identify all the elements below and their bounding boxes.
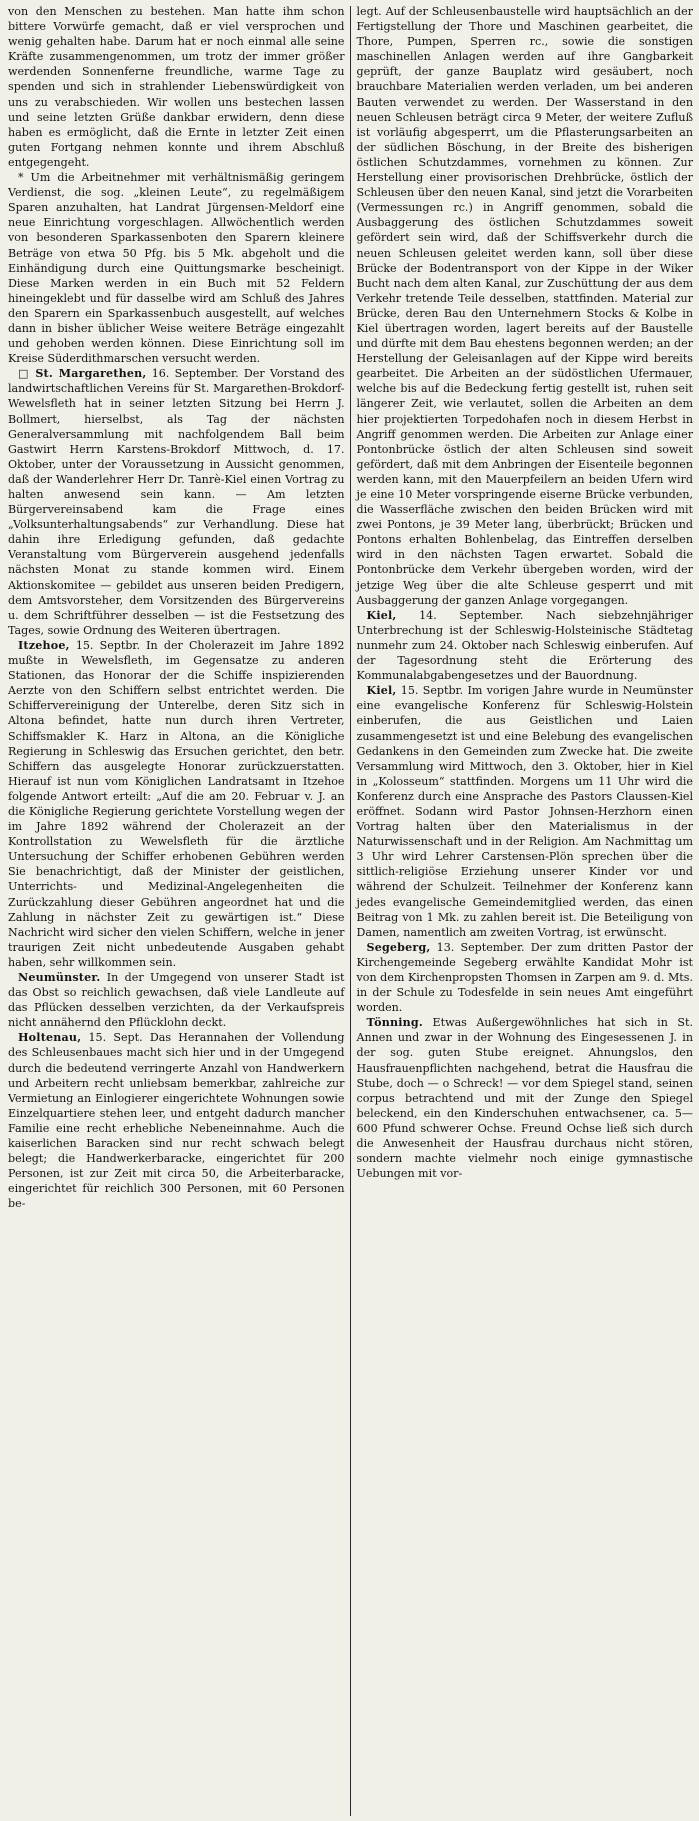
body-itzehoe: In der Cholerazeit im Jahre 1892 mußte in Wewelsfleth, im Gegensatze zu anderen Stationen, das Honorar der die Schiffe inspizierenden Aerzte von den Schiffern selbst entrichtet werden. Die Schiffervereinigung der Unterelbe, deren Sitz sich in Altona befindet, hatte nun durch ihren Vertreter, Schiffsmakler K. Harz in Altona, an die Königliche Regierung in Schleswig das Ersuchen gerichtet, den betr. Schiffern das ausgelegte Honorar zurückzuerstatten. Hierauf ist nun vom Königlichen Landratsamt in Itzehoe folgende Antwort erteilt: „Auf die am 20. Februar v. J. an die Königliche Regierung gerichtete Vorstellung wegen der im Jahre 1892 während der Cholerazeit an der Kontrollstation zu Wewelsfleth für die ärztliche Untersuchung der Schiffer erhobenen Gebühren werden Sie benachrichtigt, daß der Minister der geistlichen, Unterrichts- und Medizinal-Angelegenheiten die Zurückzahlung dieser Gebühren angeordnet hat und die Zahlung in nächster Zeit zu gewärtigen ist.“ Diese Nachricht wird sicher den vielen Schiffern, welche in jener traurigen Zeit nicht unbedeutende Ausgaben gehabt haben, sehr willkommen sein.: [8, 638, 345, 969]
dateline-kiel-1: Kiel,: [366, 608, 397, 622]
dateline-st-margarethen: St. Margarethen,: [35, 367, 147, 381]
date-st-margarethen: 16. September.: [151, 367, 239, 381]
article-savings-stamps: * Um die Arbeitnehmer mit verhältnismäßig geringem Verdienst, die sog. „kleinen Leute“, zu regelmäßigem Sparen anzuhalten, hat Landrat Jürgensen-Meldorf eine neue Einrichtung vorgeschlagen. Allwöchentlich werden von besonderen Sparkassenboten den Sparern kleinere Beträge von etwa 50 Pfg. bis 5 Mk. abgeholt und die Einhändigung durch eine Quittungsmarke bescheinigt. Diese Marken werden in ein Buch mit 52 Feldern hineingeklebt und für dasselbe wird am Schluß des Jahres den Sparern ein Sparkassenbuch ausgestellt, auf welches dann in bisher üblicher Weise weitere Beträge eingezahlt und gehoben werden können. Diese Einrichtung soll im Kreise Süderdithmarschen versucht werden.: [8, 171, 345, 366]
date-holtenau: 15. Sept.: [88, 1031, 143, 1045]
article-neumuenster: [8, 970, 345, 1030]
article-kiel-staedtetag: [357, 608, 694, 683]
article-holtenau: [8, 1030, 345, 1211]
date-segeberg: 13. September.: [436, 940, 525, 954]
article-segeberg: [357, 940, 694, 1015]
date-itzehoe: 15. Septbr.: [75, 638, 141, 652]
box-symbol: □: [18, 367, 31, 381]
dateline-kiel-2: Kiel,: [366, 684, 397, 698]
body-neumuenster: In der Umgegend von unserer Stadt ist das Obst so reichlich gewachsen, daß viele Landleute auf das Pflücken desselben verzichten, da der Verkaufspreis nicht annähernd den Pflücklohn deckt.: [8, 971, 345, 1030]
article-toenning: [357, 1015, 694, 1181]
dateline-toenning: Tönning.: [366, 1016, 423, 1030]
left-column: [8, 4, 350, 1816]
right-column: [351, 4, 694, 1816]
article-st-margarethen: [8, 366, 345, 638]
body-toenning: Etwas Außergewöhnliches hat sich in St. Annen und zwar in der Wohnung des Eingesessenen J. in der sog. guten Stube ereignet. Ahnungslos, den Hausfrauenpflichten nachgehend, betrat die Hausfrau die Stube, doch — o Schreck! — vor dem Spiegel stand, seinen corpus betrachtend und mit der Zunge den Spiegel beleckend, ein den Kinderschuhen entwachsener, ca. 5—600 Pfund schwerer Ochse. Freund Ochse ließ sich durch die Anwesenheit der Hausfrau durchaus nicht stören, sondern machte vielmehr noch einige gymnastische Uebungen mit vor-: [356, 1016, 693, 1181]
date-kiel-2: 15. Septbr.: [400, 684, 464, 698]
article-weather-ending: von den Menschen zu bestehen. Man hatte ihm schon bittere Vorwürfe gemacht, daß er viel versprochen und wenig gehalten habe. Darum hat er noch einmal alle seine Kräfte zusammengenommen, um trotz der immer größer werdenden Sonnenferne freundliche, warme Tage zu spenden und sich in strahlender Liebenswürdigkeit von uns zu verabschieden. Wir wollen uns bestechen lassen und seine letzten Grüße dankbar erwidern, denn diese haben es ermöglicht, daß die Ernte in letzter Zeit einen guten Fortgang nehmen konnte und ihrem Abschluß entgegengeht.: [8, 5, 345, 169]
date-kiel-1: 14. September.: [419, 608, 524, 622]
article-holtenau-continued: legt. Auf der Schleusenbaustelle wird hauptsächlich an der Fertigstellung der Thore und Maschinen gearbeitet, die Thore, Pumpen, Sperren rc., sowie die sonstigen maschinellen Anlagen werden auf ihre Gangbarkeit geprüft, der ganze Bauplatz wird gesäubert, noch brauchbare Materialien werden verladen, um bei anderen Bauten verwendet zu werden. Der Wasserstand in den neuen Schleusen beträgt circa 9 Meter, der weitere Zufluß ist vorläufig abgesperrt, um die Pflasterungsarbeiten an der südlichen Böschung, in der Breite des bisherigen östlichen Schutzdammes, vornehmen zu können. Zur Herstellung einer provisorischen Drehbrücke, östlich der Schleusen über den neuen Kanal, sind jetzt die Vorarbeiten (Vermessungen rc.) in Angriff genommen, sobald die Ausbaggerung des östlichen Schutzdammes soweit gefördert sein wird, daß der Schiffsverkehr durch die neuen Schleusen geleitet werden kann, soll über diese Brücke der Bodentransport von der Kippe in der Wiker Bucht nach dem alten Kanal, zur Zuschüttung der aus dem Verkehr tretende Teile desselben, stattfinden. Material zur Brücke, deren Bau den Unternehmern Stocks & Kolbe in Kiel übertragen worden, lagert bereits auf der Baustelle und dürfte mit dem Bau ehestens begonnen werden; an der Herstellung der Geleisanlagen auf der Kippe wird bereits gearbeitet. Die Arbeiten an der südöstlichen Ufermauer, welche bis auf die Bedeckung fertig gestellt ist, ruhen seit längerer Zeit, wie verlautet, sollen die Arbeiten an dem hier projektierten Torpedohafen noch in diesem Herbst in Angriff genommen werden. Die Arbeiten zur Anlage einer Pontonbrücke östlich der alten Schleusen sind soweit gefördert, daß mit dem Anbringen der Eisenteile begonnen werden kann, mit den Mauerpfeilern an beiden Ufern wird je eine 10 Meter vorspringende eiserne Brücke verbunden, die Wasserfläche zwischen den beiden Brücken wird mit zwei Pontons, je 39 Meter lang, überbrückt; Brücken und Pontons erhalten Bohlenbelag, das Eintreffen derselben wird in den nächsten Tagen erwartet. Sobald die Pontonbrücke dem Verkehr übergeben worden, wird der jetzige Weg über die alte Schleuse gesperrt und mit Ausbaggerung der ganzen Anlage vorgegangen.: [356, 5, 693, 607]
body-segeberg: Der zum dritten Pastor der Kirchengemeinde Segeberg erwählte Kandidat Mohr ist von dem Kirchenpropsten Thomsen in Zarpen am 9. d. Mts. in der Schule zu Todesfelde in sein neues Amt eingeführt worden.: [356, 940, 693, 1015]
article-kiel-konferenz: [357, 683, 694, 940]
dateline-neumuenster: Neumünster.: [18, 971, 101, 984]
body-kiel-1: Nach siebzehnjähriger Unterbrechung ist der Schleswig-Holsteinische Städtetag nunmehr zum 24. Oktober nach Schleswig einberufen. Auf der Tagesordnung steht die Erörterung des Kommunalabgabengesetzes und der Bauordnung.: [356, 608, 693, 683]
dateline-segeberg: Segeberg,: [366, 940, 431, 954]
article-itzehoe: [8, 638, 345, 970]
body-st-margarethen: Der Vorstand des landwirtschaftlichen Vereins für St. Margarethen-Brokdorf-Wewelsfleth hat in seiner letzten Sitzung bei Herrn J. Bollmert, hierselbst, als Tag der nächsten Generalversammlung mit nachfolgendem Ball beim Gastwirt Herrn Karstens-Brokdorf Mittwoch, d. 17. Oktober, unter der Voraussetzung in Aussicht genommen, daß der Wanderlehrer Herr Dr. Tanrè-Kiel einen Vortrag zu halten anwesend sein kann. — Am letzten Bürgervereinsabend kam die Frage eines „Volksunterhaltungsabends“ zur Verhandlung. Diese hat dahin ihre Erledigung gefunden, daß gedachte Veranstaltung vom Bürgerverein ausgehend jedenfalls nächsten Monat zu stande kommen wird. Einem Aktionskomitee — gebildet aus unseren beiden Predigern, dem Amtsvorsteher, dem Vorsitzenden des Bürgervereins u. dem Schriftführer desselben — ist die Festsetzung des Tages, sowie Ordnung des Weiteren übertragen.: [8, 367, 345, 637]
body-holtenau: Das Herannahen der Vollendung des Schleusenbaues macht sich hier und in der Umgegend durch die bedeutend verringerte Anzahl von Handwerkern und Arbeitern recht unliebsam bemerkbar, zahlreiche zur Vermietung an Einlogierer eingerichtete Wohnungen sowie Einzelquartiere stehen leer, und entgeht dadurch mancher Familie eine recht erhebliche Nebeneinnahme. Auch die kaiserlichen Baracken sind nur recht schwach belegt belegt; die Handwerkerbaracke, eingerichtet für 200 Personen, ist zur Zeit mit circa 50, die Arbeiterbaracke, eingerichtet für reichlich 300 Personen, mit 60 Personen be-: [8, 1031, 345, 1211]
dateline-holtenau: Holtenau,: [18, 1031, 82, 1045]
dateline-itzehoe: Itzehoe,: [18, 638, 70, 652]
body-kiel-2: Im vorigen Jahre wurde in Neumünster eine evangelische Konferenz für Schleswig-Holstein einberufen, die aus Geistlichen und Laien zusammengesetzt ist und eine Belebung des evangelischen Gedankens in den Gemeinden zum Zwecke hat. Die zweite Versammlung wird Mittwoch, den 3. Oktober, hier in Kiel in „Kolosseum“ stattfinden. Morgens um 11 Uhr wird die Konferenz durch eine Ansprache des Pastors Claussen-Kiel eröffnet. Sodann wird Pastor Johnsen-Herzhorn einen Vortrag halten über den Materialismus in der Naturwissenschaft und in der Religion. Am Nachmittag um 3 Uhr wird Lehrer Carstensen-Plön sprechen über die sittlich-religiöse Erziehung unserer Kinder vor und während der Schulzeit. Teilnehmer der Konferenz kann jedes evangelische Gemeindemitglied werden, das einen Beitrag von 1 Mk. zu zahlen bereit ist. Die Beteiligung von Damen, namentlich am zweiten Vortrag, ist erwünscht.: [356, 684, 693, 939]
